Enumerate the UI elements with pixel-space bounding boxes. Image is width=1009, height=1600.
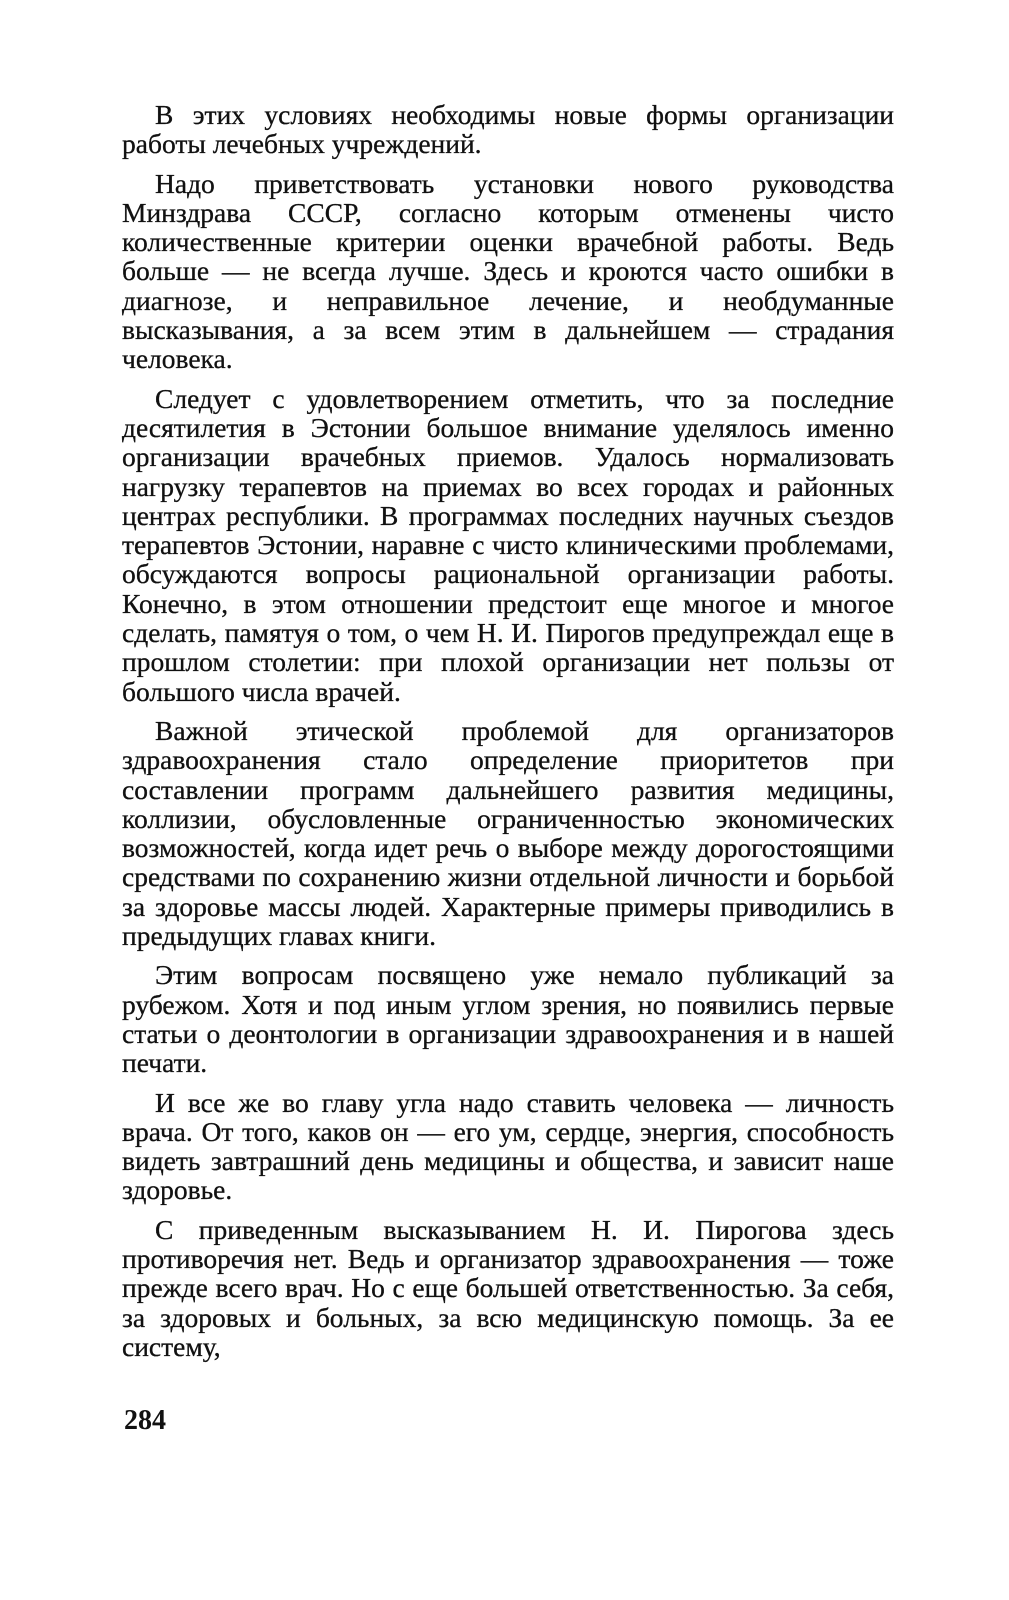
page-body [122,100,894,1371]
paragraph-1: В этих условиях необходимы новые формы организации работы лечебных учреждений. [122,99,894,160]
paragraph-6: И все же во главу угла надо ставить человека — личность врача. От того, каков он — его ум, сердце, энергия, способность видеть завтрашний день медицины и общества, и зависит наше здоровье. [122,1086,894,1206]
page-number: 284 [124,1405,166,1436]
paragraph-5: Этим вопросам посвящено уже немало публикаций за рубежом. Хотя и под иным углом зрения, но появились первые статьи о деонтологии в организации здравоохранения и в нашей печати. [122,959,894,1079]
paragraph-4: Важной этической проблемой для организаторов здравоохранения стало определение приоритетов при составлении программ дальнейшего развития медицины, коллизии, обусловленные ограниченностью экономических возможностей, когда идет речь о выборе между дорогостоящими средствами по сохранению жизни отдельной личности и борьбой за здоровье массы людей. Характерные примеры приводились в предыдущих главах книги. [122,714,894,952]
paragraph-7: С приведенным высказыванием Н. И. Пирогова здесь противоречия нет. Ведь и организатор здравоохранения — тоже прежде всего врач. Но с еще большей ответственностью. За себя, за здоровых и больных, за всю медицинскую помощь. За ее систему, [122,1213,894,1362]
paragraph-2: Надо приветствовать установки нового руководства Минздрава СССР, согласно которым отменены чисто количественные критерии оценки врачебной работы. Ведь больше — не всегда лучше. Здесь и кроются часто ошибки в диагнозе, и неправильное лечение, и необдуманные высказывания, а за всем этим в дальнейшем — страдания человека. [122,167,894,375]
paragraph-3: Следует с удовлетворением отметить, что за последние десятилетия в Эстонии большое внимание уделялось именно организации врачебных приемов. Удалось нормализовать нагрузку терапевтов на приемах во всех городах и районных центрах республики. В программах последних научных съездов терапевтов Эстонии, наравне с чисто клиническими проблемами, обсуждаются вопросы рациональной организации работы. Конечно, в этом отношении предстоит еще многое и многое сделать, памятуя о том, о чем Н. И. Пирогов предупреждал еще в прошлом столетии: при плохой организации нет пользы от большого числа врачей. [122,382,894,707]
